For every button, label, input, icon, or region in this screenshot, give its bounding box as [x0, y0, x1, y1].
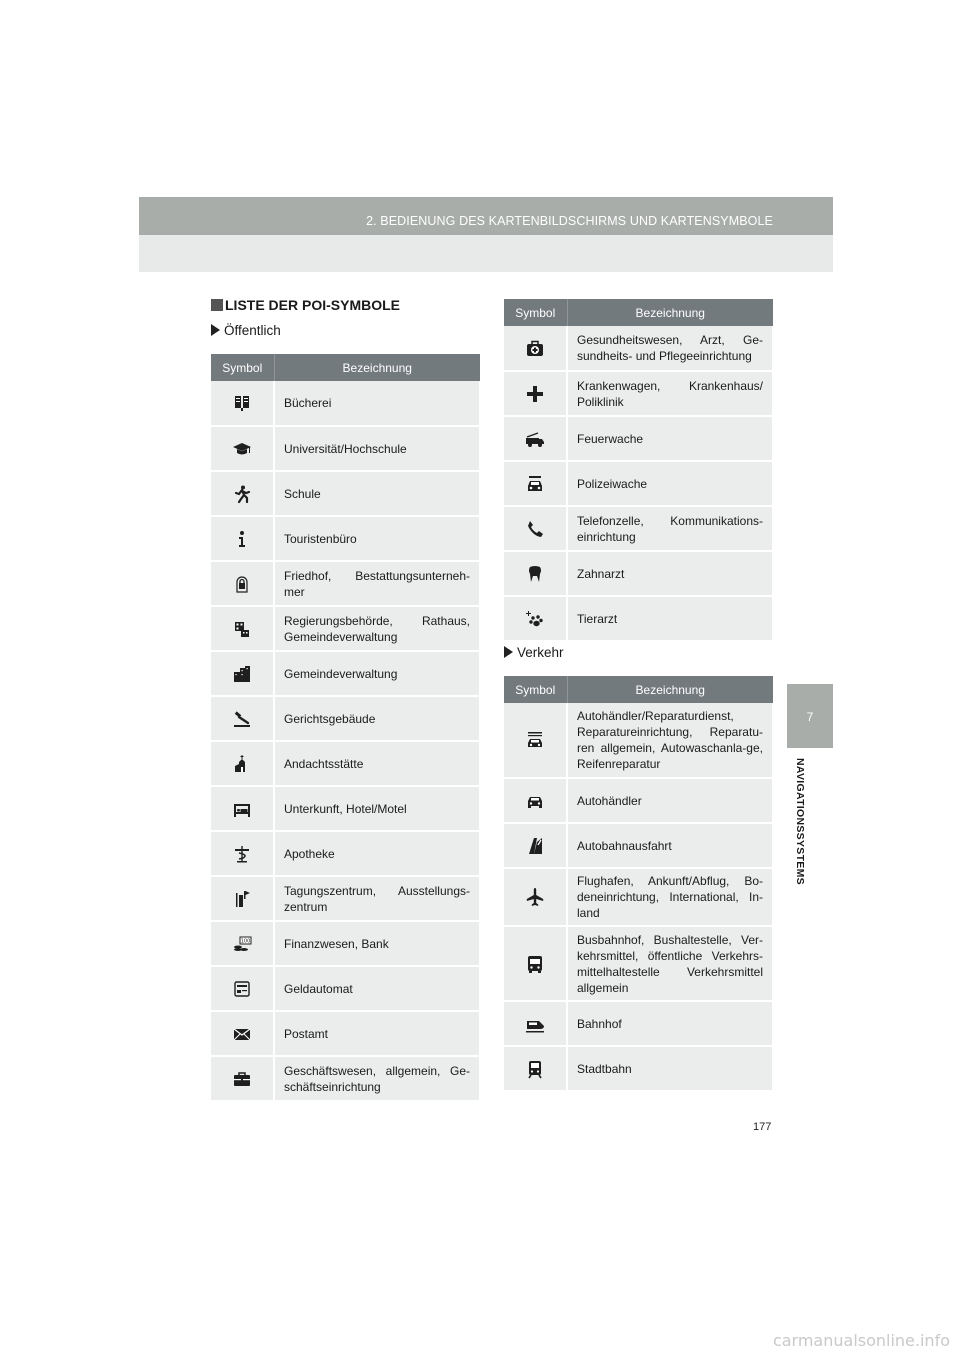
- section-title-text: LISTE DER POI-SYMBOLE: [225, 297, 401, 313]
- atm-icon: [232, 979, 252, 999]
- government-building-icon: [232, 619, 252, 639]
- table-row: [211, 606, 480, 651]
- tooth-icon: [525, 564, 545, 584]
- name-cell: Regierungsbehörde, Rathaus, Gemeindeverwaltung: [274, 606, 480, 651]
- table-row: [211, 471, 480, 516]
- symbol-cell: [211, 786, 274, 831]
- bus-icon: [525, 954, 545, 974]
- name-cell: Apotheke: [274, 831, 480, 876]
- triangle-bullet-icon: [211, 324, 220, 336]
- chapter-tab: [787, 684, 833, 748]
- symbol-cell: [504, 926, 567, 1001]
- table-row: [211, 381, 480, 426]
- phone-icon: [525, 519, 545, 539]
- poi-table-traffic: [504, 676, 774, 1092]
- name-cell: Bahnhof: [567, 1001, 773, 1046]
- symbol-cell: [504, 416, 567, 461]
- name-cell: Bücherei: [274, 381, 480, 426]
- symbol-cell: [211, 921, 274, 966]
- table-row: [211, 786, 480, 831]
- chapter-label-text: NAVIGATIONSSYSTEMS: [794, 758, 806, 885]
- symbol-cell: [211, 696, 274, 741]
- fire-truck-icon: [525, 429, 545, 449]
- name-cell: Zahnarzt: [567, 551, 773, 596]
- table-row: [504, 778, 773, 823]
- plus-icon: [525, 384, 545, 404]
- tram-icon: [525, 1059, 545, 1079]
- table-row: [211, 1056, 480, 1101]
- header-band: [139, 235, 833, 272]
- table-row: [211, 966, 480, 1011]
- symbol-cell: [211, 876, 274, 921]
- highway-exit-icon: [525, 836, 545, 856]
- subsection-traffic: [504, 645, 564, 660]
- column-header-name: Bezeichnung: [274, 354, 480, 381]
- name-cell: Gesundheitswesen, Arzt, Ge-sundheits- und Pflegeeinrichtung: [567, 326, 773, 371]
- symbol-cell: [211, 1011, 274, 1056]
- table-row: [504, 461, 773, 506]
- subsection-public-label: Öffentlich: [224, 323, 281, 338]
- table-row: [504, 868, 773, 926]
- table-row: [504, 371, 773, 416]
- symbol-cell: [504, 778, 567, 823]
- symbol-cell: [211, 966, 274, 1011]
- envelope-icon: [232, 1024, 252, 1044]
- table-row: [504, 551, 773, 596]
- table-row: [504, 823, 773, 868]
- train-icon: [525, 1014, 545, 1034]
- name-cell: Telefonzelle, Kommunikations-einrichtung: [567, 506, 773, 551]
- name-cell: Tagungszentrum, Ausstellungs-zentrum: [274, 876, 480, 921]
- name-cell: Geschäftswesen, allgemein, Ge-schäftseinrichtung: [274, 1056, 480, 1101]
- bed-icon: [232, 799, 252, 819]
- symbol-cell: [211, 426, 274, 471]
- police-car-icon: [525, 474, 545, 494]
- table-row: [504, 703, 773, 778]
- table-row: [211, 831, 480, 876]
- table-row: [504, 416, 773, 461]
- name-cell: Stadtbahn: [567, 1046, 773, 1091]
- city-buildings-icon: [232, 664, 252, 684]
- name-cell: Busbahnhof, Bushaltestelle, Ver-kehrsmittel, öffentliche Verkehrs-mittelhaltestelle Verkehrsmittel allgemein: [567, 926, 773, 1001]
- symbol-cell: [504, 461, 567, 506]
- symbol-cell: [504, 371, 567, 416]
- name-cell: Universität/Hochschule: [274, 426, 480, 471]
- symbol-cell: [211, 561, 274, 606]
- name-cell: Polizeiwache: [567, 461, 773, 506]
- symbol-cell: [211, 381, 274, 426]
- table-row: [504, 326, 773, 371]
- table-row: [211, 876, 480, 921]
- square-bullet-icon: [211, 299, 223, 311]
- symbol-cell: [504, 1001, 567, 1046]
- symbol-cell: [504, 703, 567, 778]
- poi-table-public: [211, 354, 481, 1102]
- table-row: [211, 516, 480, 561]
- graduation-cap-icon: [232, 439, 252, 459]
- name-cell: Geldautomat: [274, 966, 480, 1011]
- symbol-cell: [504, 596, 567, 641]
- symbol-cell: [504, 506, 567, 551]
- symbol-cell: [504, 868, 567, 926]
- chapter-label: [792, 758, 806, 908]
- name-cell: Postamt: [274, 1011, 480, 1056]
- symbol-cell: [211, 651, 274, 696]
- column-header-symbol: Symbol: [504, 299, 567, 326]
- flag-podium-icon: [232, 889, 252, 909]
- symbol-cell: [211, 471, 274, 516]
- column-header-name: Bezeichnung: [567, 676, 773, 703]
- running-child-icon: [232, 484, 252, 504]
- car-icon: [525, 791, 545, 811]
- table-row: [504, 1001, 773, 1046]
- name-cell: Schule: [274, 471, 480, 516]
- table-row: [211, 696, 480, 741]
- column-header-name: Bezeichnung: [567, 299, 773, 326]
- poi-table-public-continued: [504, 299, 774, 642]
- money-icon: [232, 934, 252, 954]
- column-header-symbol: Symbol: [504, 676, 567, 703]
- paw-icon: [525, 609, 545, 629]
- church-icon: [232, 754, 252, 774]
- triangle-bullet-icon: [504, 646, 513, 658]
- symbol-cell: [211, 1056, 274, 1101]
- name-cell: Unterkunft, Hotel/Motel: [274, 786, 480, 831]
- gavel-icon: [232, 709, 252, 729]
- briefcase-icon: [232, 1069, 252, 1089]
- name-cell: Gerichtsgebäude: [274, 696, 480, 741]
- subsection-traffic-label: Verkehr: [517, 645, 564, 660]
- info-icon: [232, 529, 252, 549]
- table-row: [504, 596, 773, 641]
- svg-text:100: 100: [240, 938, 251, 945]
- table-row: [211, 1011, 480, 1056]
- symbol-cell: [211, 741, 274, 786]
- column-header-symbol: Symbol: [211, 354, 274, 381]
- watermark: carmanualsonline.info: [772, 1331, 950, 1350]
- name-cell: Autohändler/Reparaturdienst, Reparatureinrichtung, Reparatu-ren allgemein, Autowaschanla-ge, Reifenreparatur: [567, 703, 773, 778]
- table-row: [504, 506, 773, 551]
- name-cell: Feuerwache: [567, 416, 773, 461]
- symbol-cell: [504, 1046, 567, 1091]
- symbol-cell: [504, 823, 567, 868]
- car-service-icon: [525, 730, 545, 750]
- table-row: [211, 741, 480, 786]
- chapter-number: 7: [806, 710, 814, 724]
- name-cell: Andachtsstätte: [274, 741, 480, 786]
- table-row: [211, 426, 480, 471]
- symbol-cell: [211, 606, 274, 651]
- airplane-icon: [525, 887, 545, 907]
- symbol-cell: [504, 326, 567, 371]
- subsection-public: [211, 323, 281, 338]
- book-icon: [232, 393, 252, 413]
- name-cell: Krankenwagen, Krankenhaus/ Poliklinik: [567, 371, 773, 416]
- name-cell: Friedhof, Bestattungsunterneh-mer: [274, 561, 480, 606]
- tombstone-icon: [232, 574, 252, 594]
- name-cell: Autohändler: [567, 778, 773, 823]
- table-row: [504, 926, 773, 1001]
- name-cell: Gemeindeverwaltung: [274, 651, 480, 696]
- table-row: [211, 561, 480, 606]
- section-title: [211, 297, 400, 313]
- medical-bag-icon: [525, 338, 545, 358]
- symbol-cell: [211, 831, 274, 876]
- name-cell: Autobahnausfahrt: [567, 823, 773, 868]
- header-title: 2. BEDIENUNG DES KARTENBILDSCHIRMS UND KARTENSYMBOLE: [366, 214, 773, 228]
- page-number: 177: [753, 1121, 772, 1133]
- table-row: [211, 921, 480, 966]
- name-cell: Flughafen, Ankunft/Abflug, Bo-deneinrichtung, International, In-land: [567, 868, 773, 926]
- header-bar: [139, 197, 833, 235]
- symbol-cell: [504, 551, 567, 596]
- name-cell: Tierarzt: [567, 596, 773, 641]
- table-row: [211, 651, 480, 696]
- pharmacy-icon: [232, 844, 252, 864]
- name-cell: Touristenbüro: [274, 516, 480, 561]
- symbol-cell: [211, 516, 274, 561]
- table-row: [504, 1046, 773, 1091]
- name-cell: Finanzwesen, Bank: [274, 921, 480, 966]
